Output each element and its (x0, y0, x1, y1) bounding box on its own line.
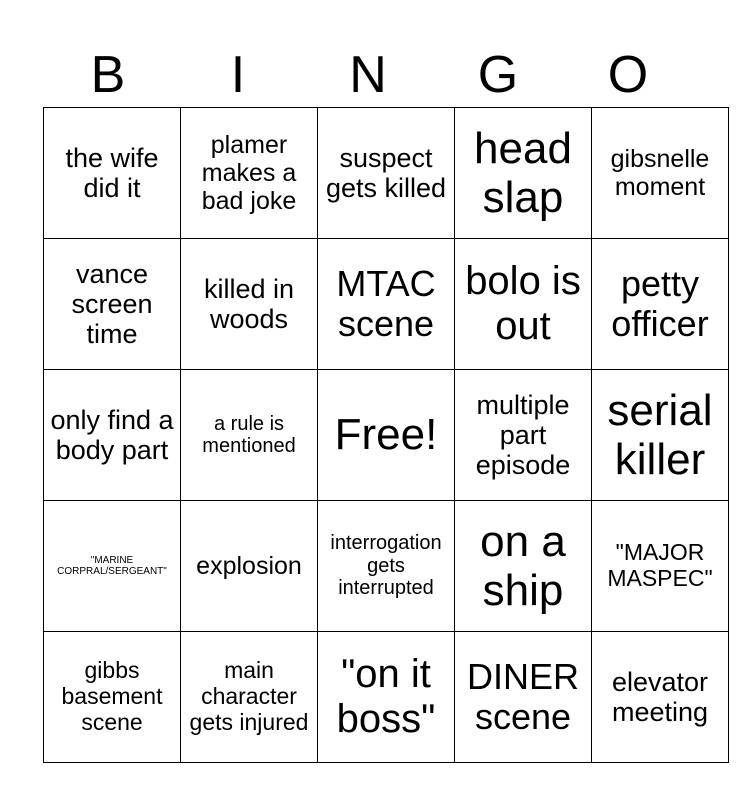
header-letter-n: N (349, 46, 387, 104)
bingo-row (44, 501, 729, 632)
bingo-row (44, 632, 729, 763)
bingo-cell[interactable]: gibsnelle moment (592, 108, 729, 239)
bingo-cell[interactable]: explosion (181, 501, 318, 632)
bingo-cell[interactable]: head slap (455, 108, 592, 239)
bingo-cell[interactable]: DINER scene (455, 632, 592, 763)
bingo-cell[interactable]: killed in woods (181, 239, 318, 370)
header-letter-i: I (230, 46, 246, 104)
bingo-cell[interactable]: "on it boss" (318, 632, 455, 763)
bingo-cell[interactable]: petty officer (592, 239, 729, 370)
header-letter-g: G (477, 46, 519, 104)
bingo-cell[interactable]: only find a body part (44, 370, 181, 501)
bingo-grid (43, 107, 729, 763)
bingo-cell[interactable]: the wife did it (44, 108, 181, 239)
header-letter-o: O (607, 46, 649, 104)
bingo-cell[interactable]: serial killer (592, 370, 729, 501)
bingo-cell[interactable]: bolo is out (455, 239, 592, 370)
bingo-cell[interactable]: vance screen time (44, 239, 181, 370)
bingo-cell[interactable]: interrogation gets interrupted (318, 501, 455, 632)
header-letter-b: B (90, 46, 126, 104)
bingo-row (44, 239, 729, 370)
bingo-cell[interactable]: plamer makes a bad joke (181, 108, 318, 239)
bingo-cell[interactable]: main character gets injured (181, 632, 318, 763)
bingo-cell[interactable]: gibbs basement scene (44, 632, 181, 763)
bingo-cell[interactable]: "MAJOR MASPEC" (592, 501, 729, 632)
bingo-cell[interactable]: multiple part episode (455, 370, 592, 501)
bingo-cell[interactable]: a rule is mentioned (181, 370, 318, 501)
bingo-row (44, 108, 729, 239)
bingo-header (43, 44, 693, 106)
bingo-cell[interactable]: MTAC scene (318, 239, 455, 370)
bingo-cell[interactable]: suspect gets killed (318, 108, 455, 239)
bingo-row (44, 370, 729, 501)
bingo-cell[interactable]: "MARINE CORPRAL/SERGEANT" (44, 501, 181, 632)
bingo-cell[interactable]: on a ship (455, 501, 592, 632)
free-space-cell[interactable]: Free! (318, 370, 455, 501)
bingo-cell[interactable]: elevator meeting (592, 632, 729, 763)
